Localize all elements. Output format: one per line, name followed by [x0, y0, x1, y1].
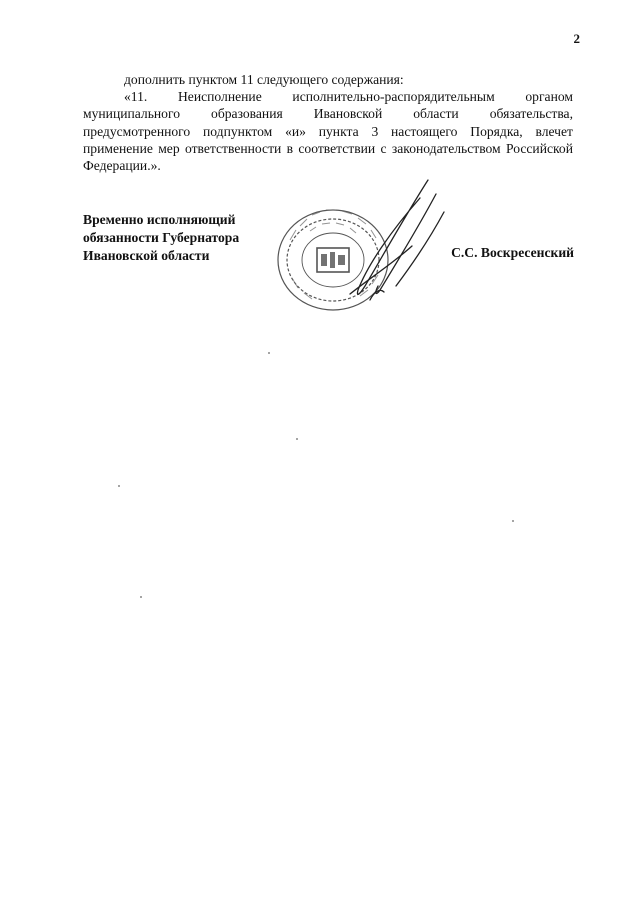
scan-speck — [296, 438, 298, 440]
body-text — [83, 71, 573, 174]
signatory-title-line-3: Ивановской области — [83, 248, 210, 263]
scan-speck — [268, 352, 270, 354]
signatory-title-line-1: Временно исполняющий — [83, 212, 236, 227]
handwritten-signature — [310, 168, 460, 318]
page-number: 2 — [573, 31, 580, 46]
scan-speck — [118, 485, 120, 487]
signer-name: С.С. Воскресенский — [451, 245, 574, 260]
lead-line: дополнить пунктом 11 следующего содержания: — [124, 72, 404, 87]
scan-speck — [140, 596, 142, 598]
scan-speck — [512, 520, 514, 522]
signatory-title-line-2: обязанности Губернатора — [83, 230, 240, 245]
signature-block — [83, 211, 283, 265]
clause-11: «11. Неисполнение исполнительно-распорядительным органом муниципального образования Ивановской области обязательства, предусмотренного подпунктом «и» пункта 3 настоящего Порядка, влечет применение мер ответственности в соответствии с законодательством Российской Федерации.». — [83, 89, 573, 174]
